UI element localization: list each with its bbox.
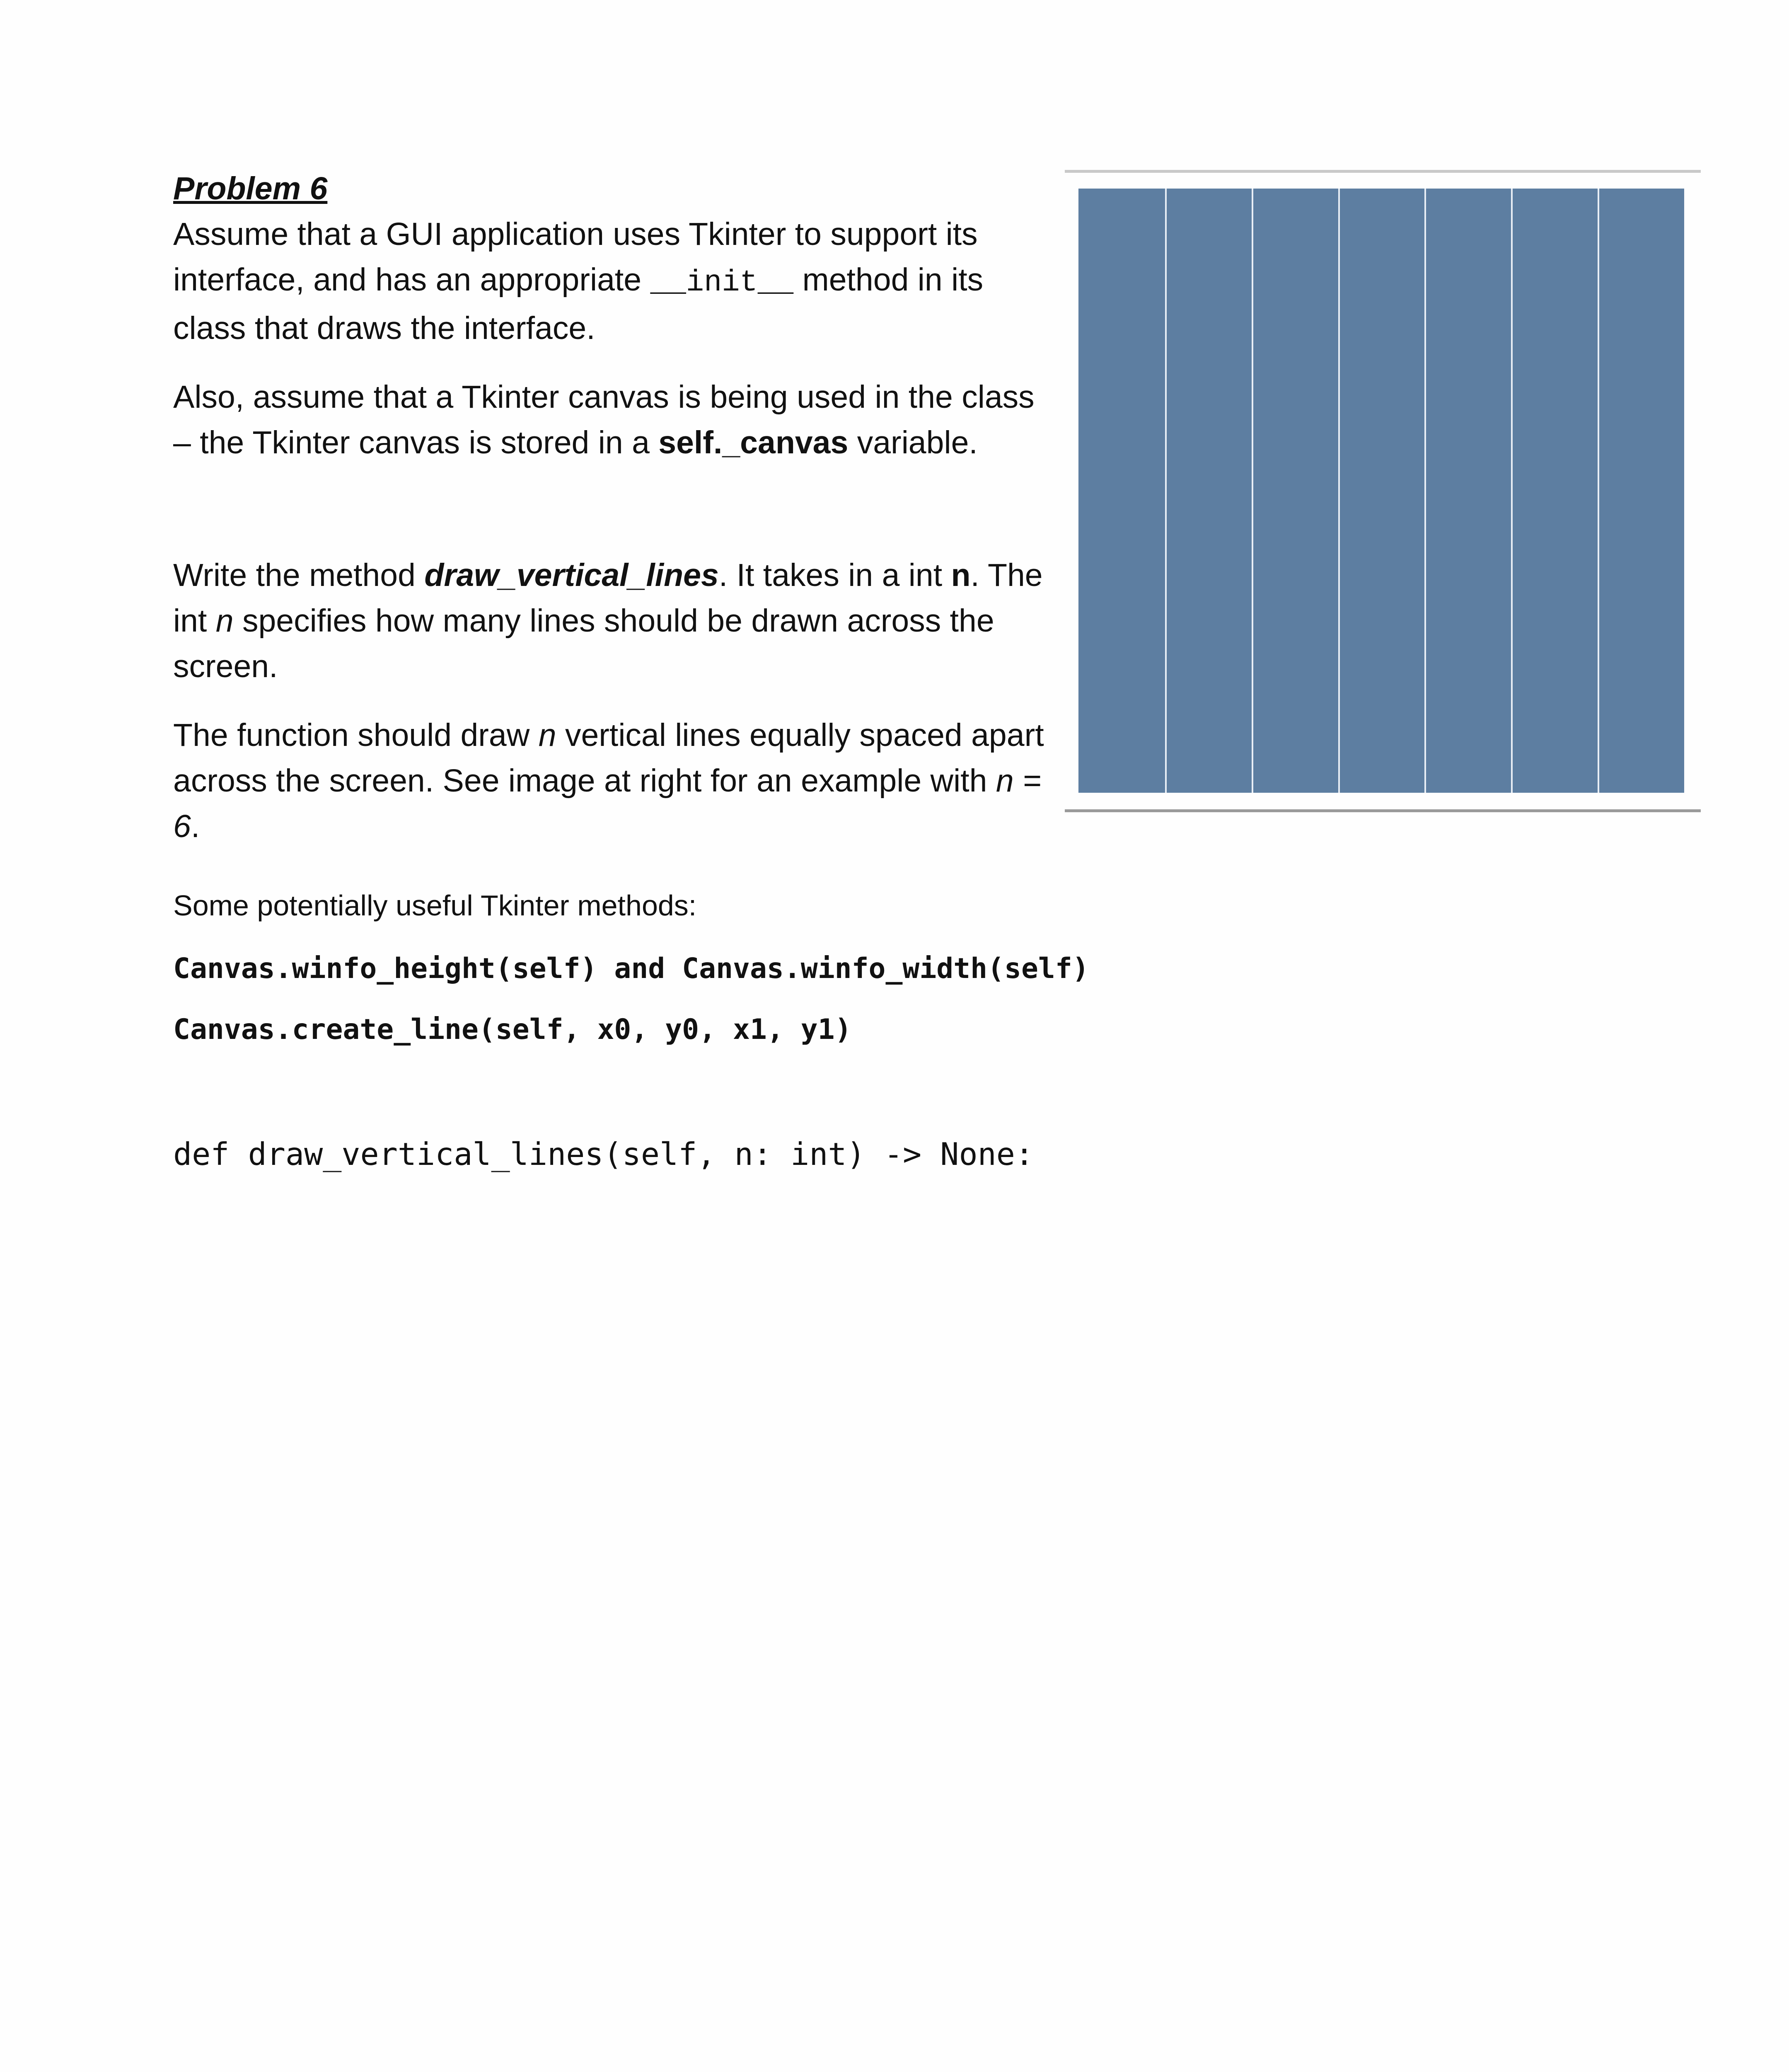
- vertical-line: [1252, 189, 1253, 793]
- useful-methods-label: Some potentially useful Tkinter methods:: [173, 889, 697, 922]
- canvas-variable: self._canvas: [658, 425, 849, 460]
- method-name: draw_vertical_lines: [424, 557, 719, 593]
- paragraph-gui-init: Assume that a GUI application uses Tkinter to support its interface, and has an appropriate __init__ method in its class that draws the interface.: [173, 216, 984, 346]
- init-code: __init__: [650, 266, 794, 300]
- vertical-line: [1598, 189, 1599, 793]
- paragraph-method: Write the method draw_vertical_lines. It takes in a int n. The int n specifies how many lines should be drawn across the screen.: [173, 557, 1043, 684]
- method-winfo: Canvas.winfo_height(self) and Canvas.winfo_width(self): [173, 952, 1089, 985]
- problem-title: Problem 6: [173, 171, 328, 206]
- vertical-line: [1338, 189, 1340, 793]
- figure-top-rule: [1065, 170, 1701, 173]
- paragraph-function: The function should draw n vertical lines equally spaced apart across the screen. See image at right for an example with n = 6.: [173, 717, 1044, 844]
- vertical-line: [1511, 189, 1513, 793]
- vertical-line: [1424, 189, 1426, 793]
- function-signature: def draw_vertical_lines(self, n: int) -> None:: [173, 1136, 1034, 1172]
- canvas-area: [1078, 189, 1684, 793]
- vertical-line: [1165, 189, 1167, 793]
- example-canvas-figure: [1065, 170, 1701, 816]
- figure-bottom-rule: [1065, 809, 1701, 812]
- method-create-line: Canvas.create_line(self, x0, y0, x1, y1): [173, 1013, 852, 1046]
- problem-text: [173, 166, 1056, 849]
- paragraph-canvas: Also, assume that a Tkinter canvas is being used in the class – the Tkinter canvas is stored in a self._canvas variable.: [173, 379, 1035, 460]
